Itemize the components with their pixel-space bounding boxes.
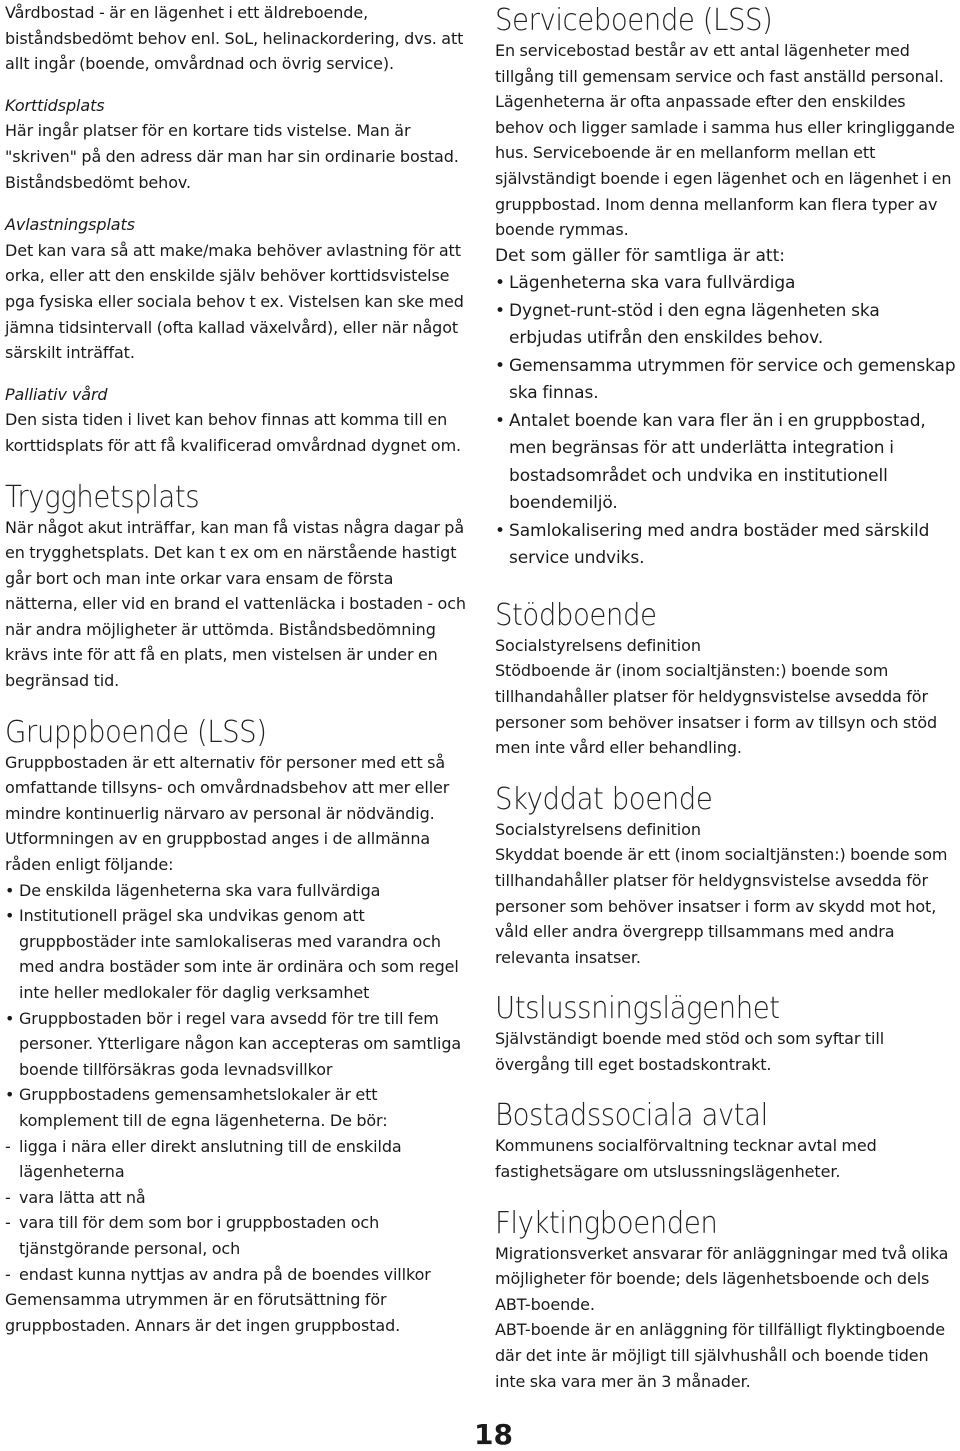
list-item: • Samlokalisering med andra bostäder med särskild service undviks. [495,518,957,573]
skyddat-boende-text: Skyddat boende är ett (inom socialtjänsten:) boende som tillhandahåller platser för heldygnsvistelse avsedda för personer som behöver insatser i form av skydd mot hot, våld eller andra övergrepp tillsammans med andra relevanta insatser. [495,845,948,967]
stodboende-text: Stödboende är (inom socialtjänsten:) boende som tillhandahåller platser för heldygnsvistelse avsedda för personer som behöver insatser i form av tillsyn och stöd men inte vård eller behandling. [495,661,938,758]
skyddat-boende-heading: Skyddat boende [495,781,713,817]
serviceboende-bullets [495,270,957,573]
serviceboende-heading: Serviceboende (LSS) [495,3,773,38]
list-item: - endast kunna nyttjas av andra på de boendes villkor [5,1262,467,1288]
utslussning-text: Självständigt boende med stöd och som syftar till övergång till eget bostadskontrakt. [495,1029,885,1074]
list-item: - ligga i nära eller direkt anslutning till de enskilda lägenheterna [5,1134,467,1185]
serviceboende-text: En servicebostad består av ett antal lägenheter med tillgång till gemensam service och fast anställd personal. Lägenheterna är ofta anpassade efter den enskildes behov och ligger samlade i samma hus eller kringliggande hus. Serviceboende är en mellanform mellan ett självständigt boende i egen lägenhet och en lägenhet i en gruppbostad. Inom denna mellanform kan flera typer av boende rymmas. [495,41,955,240]
list-item: • Gruppbostadens gemensamhetslokaler är ett komplement till de egna lägenheterna. De bör: [5,1082,467,1133]
list-item: • Antalet boende kan vara fler än i en gruppbostad, men begränsas för att underlätta integration i bostadsområdet och undvika en institutionell boendemiljö. [495,408,957,518]
page-number: 18 [474,1418,513,1451]
bostadssociala-text: Kommunens socialförvaltning tecknar avtal med fastighetsägare om utslussningslägenheter. [495,1136,877,1182]
trygghetsplats-heading: Trygghetsplats [5,479,200,515]
gruppboende-closing: Gemensamma utrymmen är en förutsättning för gruppbostaden. Annars är det ingen gruppbostad. [5,1290,401,1335]
palliativ-text: Den sista tiden i livet kan behov finnas att komma till en korttidsplats för att få kvalificerad omvårdnad dygnet om. [5,410,462,455]
stodboende-subheading: Socialstyrelsens definition [495,635,701,655]
palliativ-heading: Palliativ vård [5,384,108,404]
avlastningsplats-heading: Avlastningsplats [5,215,135,235]
gruppboende-text: Gruppbostaden är ett alternativ för personer med ett så omfattande tillsyns- och omvårdnadsbehov att mer eller mindre kontinuerlig närvaro av personal är nödvändig. Utformningen av en gruppbostad anges i de allmänna råden enligt följande: [5,752,450,875]
trygghetsplats-text: När något akut inträffar, kan man få vistas några dagar på en trygghetsplats. Det kan t ex om en närstående hastigt går bort och man inte orkar vara ensam de första nätterna, eller vid en brand el vattenläcka i bostaden - och när andra möjligheter är uttömda. Biståndsbedömning krävs inte för att få en plats, men vistelsen är under en begränsad tid. [5,517,466,691]
list-item: • De enskilda lägenheterna ska vara fullvärdiga [5,878,467,904]
list-item: • Gemensamma utrymmen för service och gemenskap ska finnas. [495,353,957,408]
right-column [495,0,957,1394]
list-item: • Lägenheterna ska vara fullvärdiga [495,270,957,298]
korttidsplats-heading: Korttidsplats [5,95,105,115]
list-item: • Gruppbostaden bör i regel vara avsedd för tre till fem personer. Ytterligare någon kan accepteras om samtliga boende tillförsäkras goda levnadsvillkor [5,1006,467,1083]
gruppboende-bullets [5,878,467,1134]
flyktingboenden-text: Migrationsverket ansvarar för anläggningar med två olika möjligheter för boende; dels lägenhetsboende och dels ABT-boende. [495,1243,949,1314]
flyktingboenden-text-2: ABT-boende är en anläggning för tillfälligt flyktingboende där det inte är möjligt till självhushåll och boende tiden inte ska vara mer än 3 månader. [495,1320,945,1391]
korttidsplats-text: Här ingår platser för en kortare tids vistelse. Man är "skriven" på den adress där man har sin ordinarie bostad. Biståndsbedömt behov. [5,121,459,192]
list-item: - vara lätta att nå [5,1185,467,1211]
list-item: • Institutionell prägel ska undvikas genom att gruppbostäder inte samlokaliseras med varandra och med andra bostäder som inte är ordinära och som regel inte heller medlokaler för daglig verksamhet [5,903,467,1005]
serviceboende-lead: Det som gäller för samtliga är att: [495,245,785,266]
stodboende-heading: Stödboende [495,597,657,633]
left-column [5,0,467,1338]
gruppboende-dash-list [5,1134,467,1288]
flyktingboenden-heading: Flyktingboenden [495,1205,718,1241]
skyddat-boende-subheading: Socialstyrelsens definition [495,819,701,839]
avlastningsplats-text: Det kan vara så att make/maka behöver avlastning för att orka, eller att den enskilde själv behöver korttidsvistelse pga fysiska eller sociala behov t ex. Vistelsen kan ske med jämna tidsintervall (ofta kallad växelvård), eller när något särskilt inträffat. [5,240,464,363]
list-item: - vara till för dem som bor i gruppbostaden och tjänstgörande personal, och [5,1210,467,1261]
utslussning-heading: Utslussningslägenhet [495,991,780,1027]
bostadssociala-heading: Bostadssociala avtal [495,1098,768,1134]
gruppboende-heading: Gruppboende (LSS) [5,714,267,750]
intro-paragraph: Vårdbostad - är en lägenhet i ett äldreboende, biståndsbedömt behov enl. SoL, helinackordering, dvs. att allt ingår (boende, omvårdnad och övrig service). [5,3,464,74]
list-item: • Dygnet-runt-stöd i den egna lägenheten ska erbjudas utifrån den enskildes behov. [495,298,957,353]
